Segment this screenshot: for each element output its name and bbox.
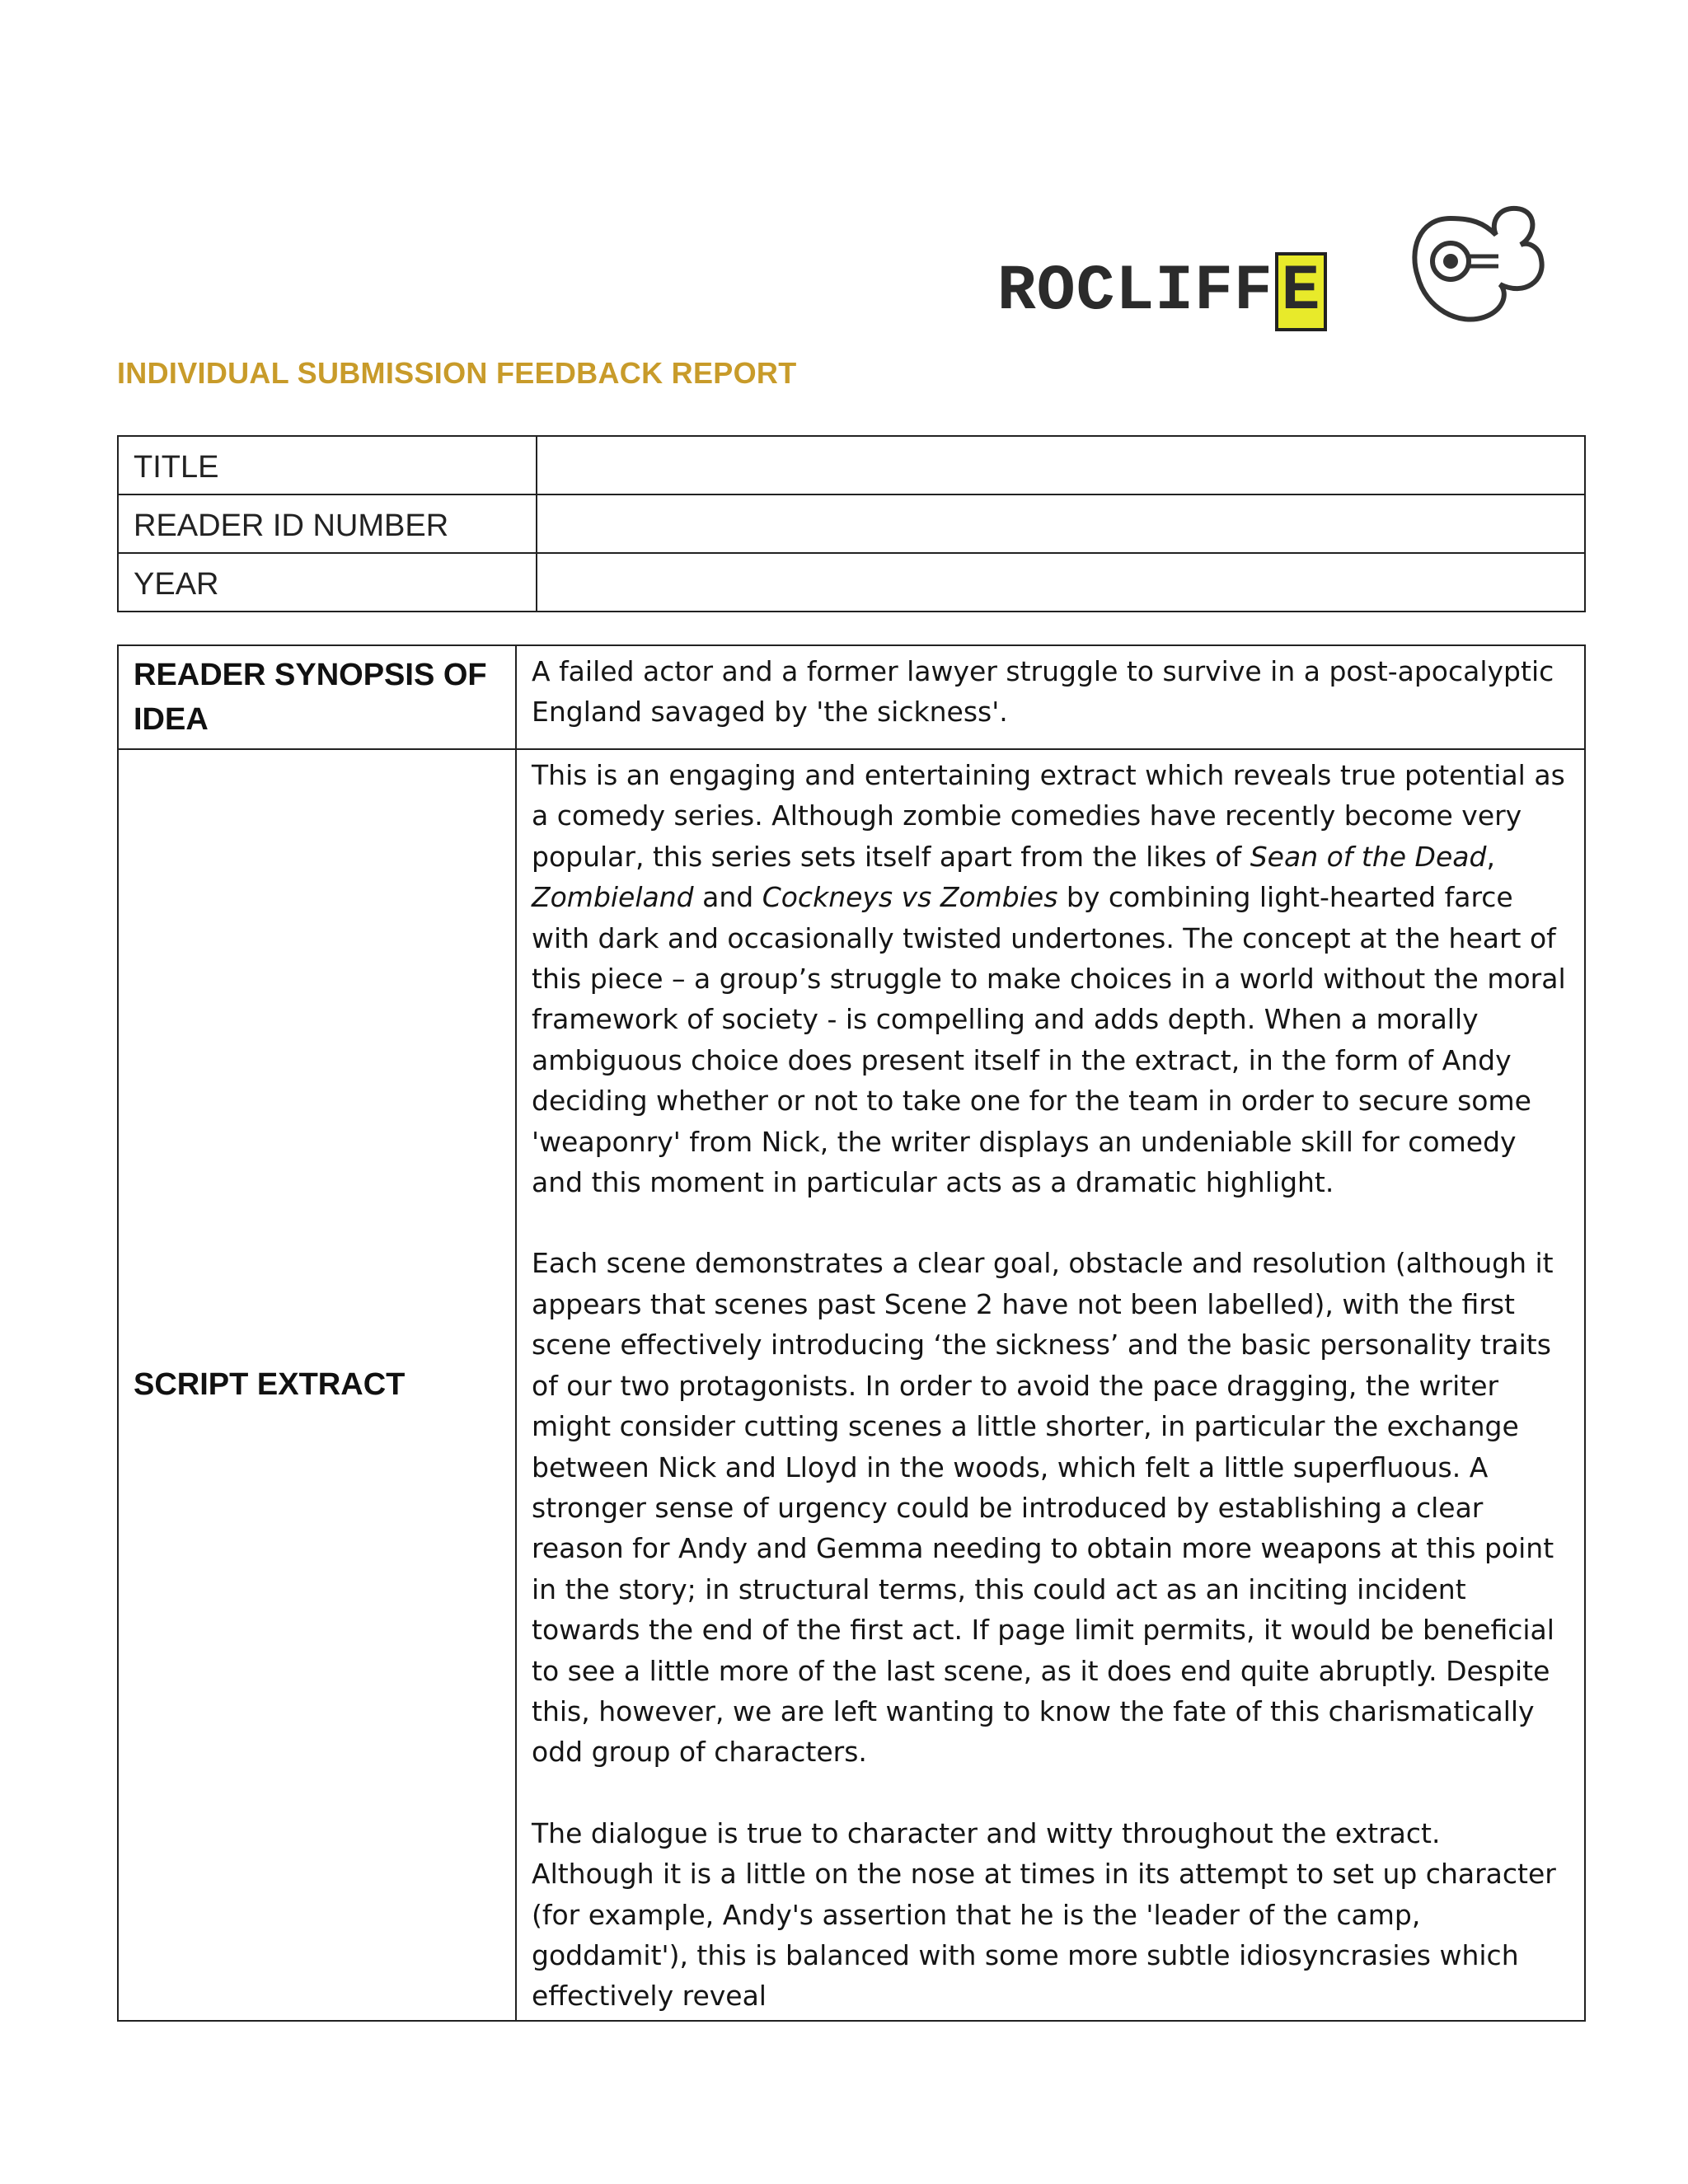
title-cockneys-vs-zombies: Cockneys vs Zombies <box>762 881 1058 914</box>
meta-row-title <box>118 436 1585 494</box>
title-zombieland: Zombieland <box>532 881 694 914</box>
reader-id-label: READER ID NUMBER <box>118 494 537 553</box>
report-title: INDIVIDUAL SUBMISSION FEEDBACK REPORT <box>117 356 797 390</box>
title-label: TITLE <box>118 436 537 494</box>
meta-row-year <box>118 553 1585 612</box>
extract-paragraph-2: Each scene demonstrates a clear goal, obstacle and resolution (although it appears that scenes past Scene 2 have not been labelled), with the first scene effectively introducing ‘the sickness’ and the basic personality traits of our two protagonists. In order to avoid the pace dragging, the writer might consider cutting scenes a little shorter, in particular the exchange between Nick and Lloyd in the woods, which felt a little superfluous. A stronger sense of urgency could be introduced by establishing a clear reason for Andy and Gemma needing to obtain more weapons at this point in the story; in structural terms, this could act as an inciting incident towards the end of the first act. If page limit permits, it would be beneficial to see a little more of the last scene, as it does end quite abruptly. Despite this, however, we are left wanting to know the fate of this charismatically odd group of characters. <box>532 1247 1554 1769</box>
feedback-table <box>117 644 1586 2022</box>
logo-highlight-letter: E <box>1275 252 1328 331</box>
synopsis-text: A failed actor and a former lawyer struggle to survive in a post-apocalyptic England savaged by 'the sickness'. <box>516 645 1585 749</box>
extract-paragraph-1: This is an engaging and entertaining extract which reveals true potential as a comedy series. Although zombie comedies have recently become very popular, this series sets itself apart from the likes of Sean of the Dead, Zombieland and Cockneys vs Zombies by combining light-hearted farce with dark and occasionally twisted undertones. The concept at the heart of this piece – a group’s struggle to make choices in a world without the moral framework of society - is compelling and adds depth. When a morally ambiguous choice does present itself in the extract, in the form of Andy deciding whether or not to take one for the team in order to secure some 'weaponry' from Nick, the writer displays an undeniable skill for comedy and this moment in particular acts as a dramatic highlight. <box>532 759 1566 1199</box>
synopsis-label: READER SYNOPSIS OF IDEA <box>118 645 516 749</box>
title-sean-of-the-dead: Sean of the Dead <box>1250 840 1487 873</box>
meta-row-reader-id <box>118 494 1585 553</box>
rocliffe-logo <box>997 202 1550 334</box>
title-value <box>537 436 1585 494</box>
synopsis-row <box>118 645 1585 749</box>
logo-emblem-icon <box>1393 202 1550 334</box>
year-value <box>537 553 1585 612</box>
script-extract-label: SCRIPT EXTRACT <box>118 749 516 2021</box>
logo-wordmark: ROCLIFF E <box>997 260 1327 324</box>
year-label: YEAR <box>118 553 537 612</box>
extract-paragraph-3: The dialogue is true to character and witty throughout the extract. Although it is a little on the nose at times in its attempt to set up character (for example, Andy's assertion that he is the 'leader of the camp, goddamit'), this is balanced with some more subtle idiosyncrasies which effectively reveal <box>532 1816 1556 2013</box>
reader-id-value <box>537 494 1585 553</box>
submission-meta-table <box>117 435 1586 612</box>
script-extract-text <box>516 749 1585 2021</box>
extract-row <box>118 749 1585 2021</box>
